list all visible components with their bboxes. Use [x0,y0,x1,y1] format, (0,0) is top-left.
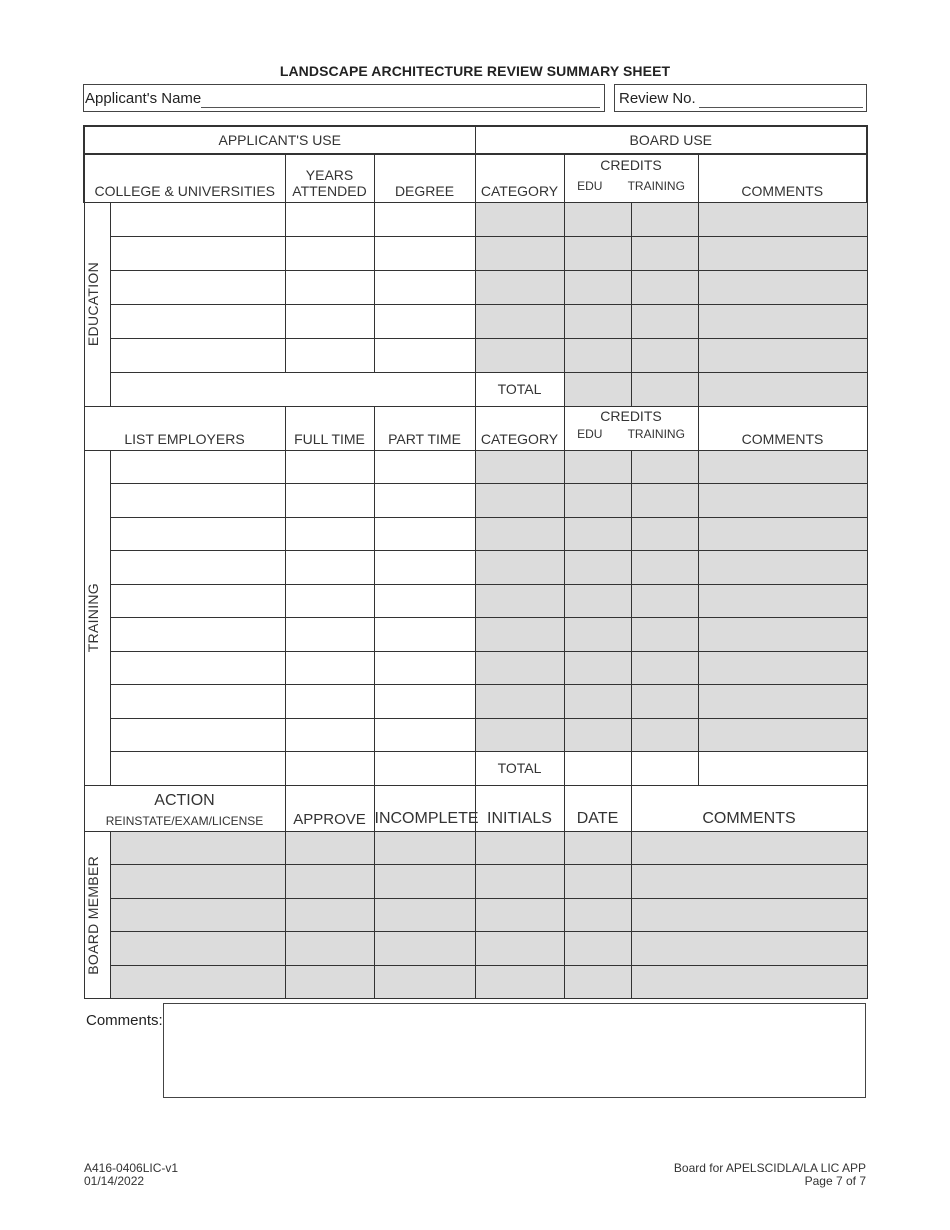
employer-cell[interactable] [110,551,285,585]
review-no-label: Review No. [619,90,696,107]
form-date: 01/14/2022 [84,1174,145,1188]
incomplete-cell [374,965,475,999]
training-row [84,651,867,685]
category-cell [475,270,564,304]
category-cell [475,718,564,752]
training-header-row [84,406,867,450]
education-total-row [84,372,867,406]
training-cell [631,651,698,685]
action-sub-label: REINSTATE/EXAM/LICENSE [105,813,264,828]
employer-cell[interactable] [110,450,285,484]
full-time-cell[interactable] [285,651,374,685]
training-credits-header [564,406,698,450]
comments-cell [631,831,867,865]
comments-cell [631,965,867,999]
training-row [84,618,867,652]
training-cell [631,718,698,752]
training-side-text: TRAINING [84,582,101,653]
approve-cell [285,831,374,865]
degree-cell[interactable] [374,202,475,236]
full-time-cell[interactable] [285,517,374,551]
category-cell [475,517,564,551]
initials-cell [475,932,564,966]
college-header: COLLEGE & UNIVERSITIES [84,154,285,202]
training-training-header: TRAINING [627,426,685,441]
training-comments-header: COMMENTS [698,406,867,450]
action-cell [110,865,285,899]
training-cell [631,618,698,652]
category-cell [475,618,564,652]
action-header [84,785,285,831]
board-row [84,965,867,999]
training-cell [631,270,698,304]
board-use-header: BOARD USE [475,126,867,154]
college-cell[interactable] [110,270,285,304]
comments-cell [698,236,867,270]
comments-cell [631,932,867,966]
category-cell [475,236,564,270]
college-cell[interactable] [110,202,285,236]
employers-header: LIST EMPLOYERS [84,406,285,450]
action-label: ACTION [154,791,215,809]
training-cell [631,685,698,719]
initials-header: INITIALS [475,785,564,831]
years-header-line2: ATTENDED [292,182,367,199]
comments-cell [698,651,867,685]
degree-cell[interactable] [374,270,475,304]
form-id: A416-0406LIC-v1 [84,1161,179,1175]
footer-left [84,1162,178,1188]
years-cell[interactable] [285,236,374,270]
training-cell [631,517,698,551]
part-time-cell[interactable] [374,551,475,585]
initials-cell [475,898,564,932]
date-header: DATE [564,785,631,831]
training-total-comments[interactable] [698,752,867,786]
category-cell [475,551,564,585]
part-time-cell[interactable] [374,685,475,719]
comments-cell [698,338,867,372]
education-total-comments [698,372,867,406]
applicant-name-line [201,107,600,108]
comments-header: COMMENTS [698,154,867,202]
incomplete-cell [374,865,475,899]
edu-cell [564,618,631,652]
education-total-training [631,372,698,406]
comments-cell [698,584,867,618]
category-header: CATEGORY [475,154,564,202]
board-name: Board for APELSCIDLA/LA LIC APP [673,1161,866,1175]
education-row [84,270,867,304]
category-cell [475,484,564,518]
action-cell [110,898,285,932]
initials-cell [475,831,564,865]
education-side-label [84,202,110,406]
training-cell [631,236,698,270]
comments-cell [631,865,867,899]
date-cell [564,831,631,865]
edu-cell [564,651,631,685]
incomplete-cell [374,831,475,865]
board-side-label [84,831,110,999]
comments-cell [698,304,867,338]
edu-cell [564,236,631,270]
comments-cell [698,270,867,304]
board-row [84,932,867,966]
degree-header: DEGREE [374,154,475,202]
years-cell[interactable] [285,270,374,304]
training-row [84,685,867,719]
full-time-cell[interactable] [285,551,374,585]
employer-cell[interactable] [110,618,285,652]
date-cell [564,932,631,966]
full-time-cell[interactable] [285,718,374,752]
approve-cell [285,865,374,899]
category-cell [475,584,564,618]
comments-cell [698,685,867,719]
board-row [84,898,867,932]
training-cell [631,450,698,484]
training-cell [631,484,698,518]
applicant-name-field[interactable] [83,84,605,112]
part-time-cell[interactable] [374,618,475,652]
credits-label: CREDITS [600,157,662,173]
summary-table [83,125,868,999]
part-time-cell[interactable] [374,651,475,685]
training-cell [631,338,698,372]
employer-cell[interactable] [110,584,285,618]
part-time-cell[interactable] [374,584,475,618]
education-total-label: TOTAL [475,372,564,406]
part-time-cell[interactable] [374,752,475,786]
edu-cell [564,551,631,585]
comments-cell [698,450,867,484]
training-row [84,584,867,618]
approve-cell [285,898,374,932]
training-side-label [84,450,110,785]
action-cell [110,932,285,966]
training-edu-header: EDU [577,426,603,441]
employer-cell[interactable] [110,718,285,752]
training-row [84,517,867,551]
edu-cell [564,304,631,338]
comments-cell [698,551,867,585]
comments-label: Comments: [86,1012,163,1029]
applicants-use-header: APPLICANT'S USE [84,126,475,154]
board-side-text: BOARD MEMBER [84,855,101,975]
training-row [84,551,867,585]
category-cell [475,450,564,484]
training-credits-label: CREDITS [600,407,662,424]
training-total-edu[interactable] [564,752,631,786]
part-time-cell[interactable] [374,517,475,551]
training-cell [631,202,698,236]
comments-cell [698,718,867,752]
full-time-cell[interactable] [285,685,374,719]
full-time-header: FULL TIME [285,406,374,450]
page-number: Page 7 of 7 [804,1174,866,1188]
category-cell [475,651,564,685]
edu-cell [564,685,631,719]
full-time-cell[interactable] [285,584,374,618]
education-total-blank [110,372,475,406]
years-cell[interactable] [285,202,374,236]
incomplete-header: INCOMPLETE [374,785,475,831]
action-cell [110,831,285,865]
training-total-row [84,752,867,786]
part-time-header: PART TIME [374,406,475,450]
part-time-cell[interactable] [374,718,475,752]
date-cell [564,865,631,899]
page-title: LANDSCAPE ARCHITECTURE REVIEW SUMMARY SHEET [279,63,671,79]
comments-box[interactable] [163,1003,866,1098]
full-time-cell[interactable] [285,618,374,652]
section-header-row [84,126,867,154]
applicant-name-label: Applicant's Name [85,90,202,107]
education-row [84,338,867,372]
employer-cell[interactable] [110,752,285,786]
approve-cell [285,965,374,999]
years-header-line1: YEARS [305,166,354,183]
training-total-label: TOTAL [475,752,564,786]
category-cell [475,338,564,372]
education-row [84,304,867,338]
approve-header: APPROVE [285,785,374,831]
education-header-row [84,154,867,202]
edu-cell [564,718,631,752]
years-cell[interactable] [285,304,374,338]
training-cell [631,551,698,585]
edu-cell [564,584,631,618]
training-cell [631,304,698,338]
edu-cell [564,338,631,372]
approve-cell [285,932,374,966]
incomplete-cell [374,898,475,932]
date-cell [564,965,631,999]
education-row [84,236,867,270]
college-cell[interactable] [110,236,285,270]
employer-cell[interactable] [110,517,285,551]
training-row [84,484,867,518]
education-side-text: EDUCATION [84,261,101,347]
category-cell [475,685,564,719]
edu-cell [564,270,631,304]
review-no-field[interactable] [614,84,867,112]
edu-cell [564,484,631,518]
review-no-line [699,107,863,108]
action-cell [110,965,285,999]
edu-cell [564,517,631,551]
training-cell [631,584,698,618]
training-category-header: CATEGORY [475,406,564,450]
edu-cell [564,202,631,236]
incomplete-cell [374,932,475,966]
comments-cell [698,202,867,236]
full-time-cell[interactable] [285,450,374,484]
initials-cell [475,865,564,899]
degree-cell[interactable] [374,236,475,270]
employer-cell[interactable] [110,484,285,518]
training-total-training[interactable] [631,752,698,786]
comments-cell [698,618,867,652]
board-row [84,831,867,865]
education-total-edu [564,372,631,406]
board-header-row [84,785,867,831]
employer-cell[interactable] [110,685,285,719]
board-row [84,865,867,899]
credits-header [564,154,698,202]
training-row [84,718,867,752]
category-cell [475,202,564,236]
college-cell[interactable] [110,338,285,372]
training-header: TRAINING [627,179,685,193]
edu-cell [564,450,631,484]
date-cell [564,898,631,932]
part-time-cell[interactable] [374,450,475,484]
education-row [84,202,867,236]
full-time-cell[interactable] [285,484,374,518]
years-attended-header [285,154,374,202]
initials-cell [475,965,564,999]
degree-cell[interactable] [374,304,475,338]
training-row [84,450,867,484]
edu-header: EDU [577,179,603,193]
board-comments-header: COMMENTS [631,785,867,831]
years-cell[interactable] [285,338,374,372]
category-cell [475,304,564,338]
full-time-cell[interactable] [285,752,374,786]
comments-cell [698,484,867,518]
footer-right [674,1162,866,1188]
college-cell[interactable] [110,304,285,338]
comments-cell [631,898,867,932]
degree-cell[interactable] [374,338,475,372]
employer-cell[interactable] [110,651,285,685]
comments-cell [698,517,867,551]
part-time-cell[interactable] [374,484,475,518]
